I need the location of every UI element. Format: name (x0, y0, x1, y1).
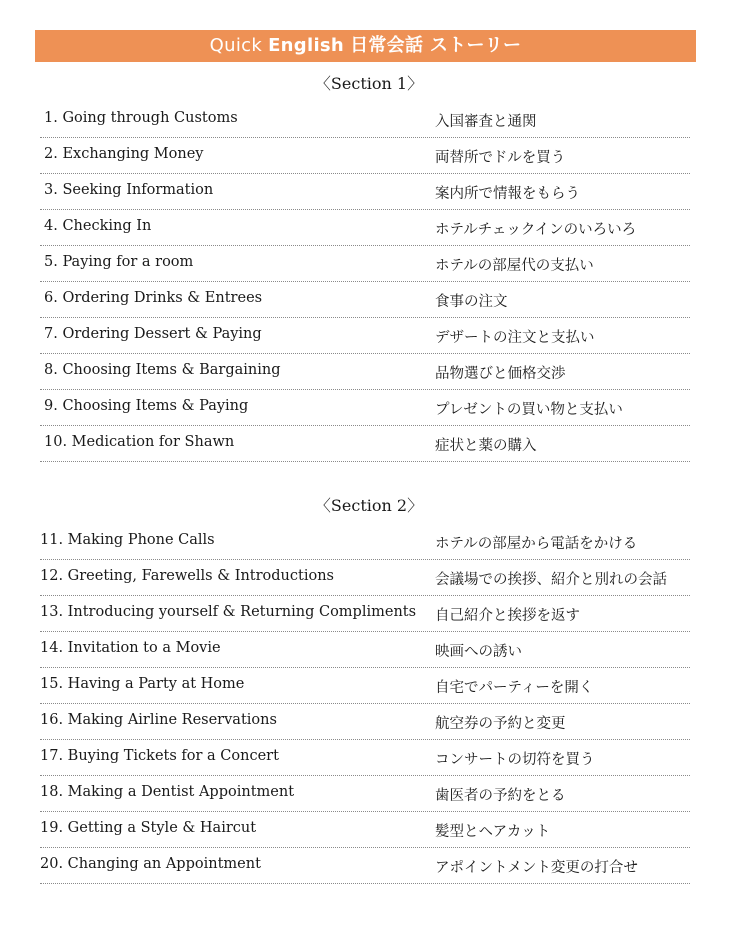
item-english: 11. Making Phone Calls (40, 532, 215, 548)
item-japanese: 食事の注文 (435, 294, 508, 310)
header-banner (35, 30, 696, 62)
section-1 (40, 66, 690, 462)
list-item (40, 102, 690, 138)
item-japanese: 髪型とヘアカット (435, 824, 551, 840)
item-english: 16. Making Airline Reservations (40, 712, 277, 728)
item-english: 17. Buying Tickets for a Concert (40, 748, 279, 764)
list-item (40, 138, 690, 174)
item-japanese: 症状と薬の購入 (435, 438, 537, 454)
list-item (40, 282, 690, 318)
list-item (40, 848, 690, 884)
item-japanese: 映画への誘い (435, 644, 522, 660)
item-japanese: 歯医者の予約をとる (435, 788, 566, 804)
item-english: 7. Ordering Dessert & Paying (44, 326, 262, 342)
item-japanese: 会議場での挨拶、紹介と別れの会話 (435, 572, 667, 588)
list-item (40, 596, 690, 632)
section-title: 〈Section 2〉 (314, 496, 424, 515)
item-japanese: 自宅でパーティーを開く (435, 680, 594, 696)
item-english: 1. Going through Customs (44, 110, 238, 126)
section-title: 〈Section 1〉 (314, 74, 424, 93)
item-japanese: プレゼントの買い物と支払い (435, 402, 623, 418)
list-item (40, 704, 690, 740)
list-item (40, 776, 690, 812)
item-japanese: 両替所でドルを買う (435, 150, 566, 166)
item-english: 2. Exchanging Money (44, 146, 204, 162)
list-item (40, 354, 690, 390)
item-japanese: 品物選びと価格交渉 (435, 366, 566, 382)
item-english: 13. Introducing yourself & Returning Compliments (40, 604, 417, 620)
item-japanese: ホテルチェックインのいろいろ (435, 222, 637, 238)
item-japanese: アポイントメント変更の打合せ (435, 860, 638, 876)
item-english: 8. Choosing Items & Bargaining (44, 362, 281, 378)
item-japanese: 自己紹介と挨拶を返す (435, 608, 580, 624)
banner-subtitle: 日常会話 ストーリー (350, 35, 522, 56)
item-japanese: 入国審査と通関 (435, 114, 537, 130)
item-english: 3. Seeking Information (44, 182, 214, 198)
item-english: 6. Ordering Drinks & Entrees (44, 290, 263, 306)
list-item (40, 524, 690, 560)
item-english: 12. Greeting, Farewells & Introductions (40, 568, 334, 584)
item-japanese: ホテルの部屋代の支払い (435, 258, 594, 274)
list-item (40, 668, 690, 704)
item-japanese: 航空券の予約と変更 (435, 716, 566, 732)
item-english: 5. Paying for a room (44, 254, 194, 270)
item-english: 19. Getting a Style & Haircut (40, 820, 257, 836)
item-english: 20. Changing an Appointment (40, 856, 261, 872)
list-item (40, 740, 690, 776)
item-english: 15. Having a Party at Home (40, 676, 245, 692)
item-japanese: デザートの注文と支払い (435, 330, 595, 346)
list-item (40, 632, 690, 668)
banner-english: English (268, 35, 345, 56)
item-japanese: コンサートの切符を買う (435, 752, 595, 768)
list-item (40, 318, 690, 354)
list-item (40, 812, 690, 848)
list-item (40, 174, 690, 210)
list-item (40, 560, 690, 596)
list-item (40, 210, 690, 246)
item-japanese: 案内所で情報をもらう (435, 186, 580, 202)
item-english: 18. Making a Dentist Appointment (40, 784, 295, 800)
item-english: 4. Checking In (44, 218, 152, 234)
list-item (40, 390, 690, 426)
list-item (40, 246, 690, 282)
item-english: 10. Medication for Shawn (44, 434, 235, 450)
section-2 (40, 488, 690, 884)
list-item (40, 426, 690, 462)
item-japanese: ホテルの部屋から電話をかける (435, 536, 638, 552)
item-english: 9. Choosing Items & Paying (44, 398, 249, 414)
banner-quick: Quick (209, 35, 263, 56)
item-english: 14. Invitation to a Movie (40, 640, 221, 656)
